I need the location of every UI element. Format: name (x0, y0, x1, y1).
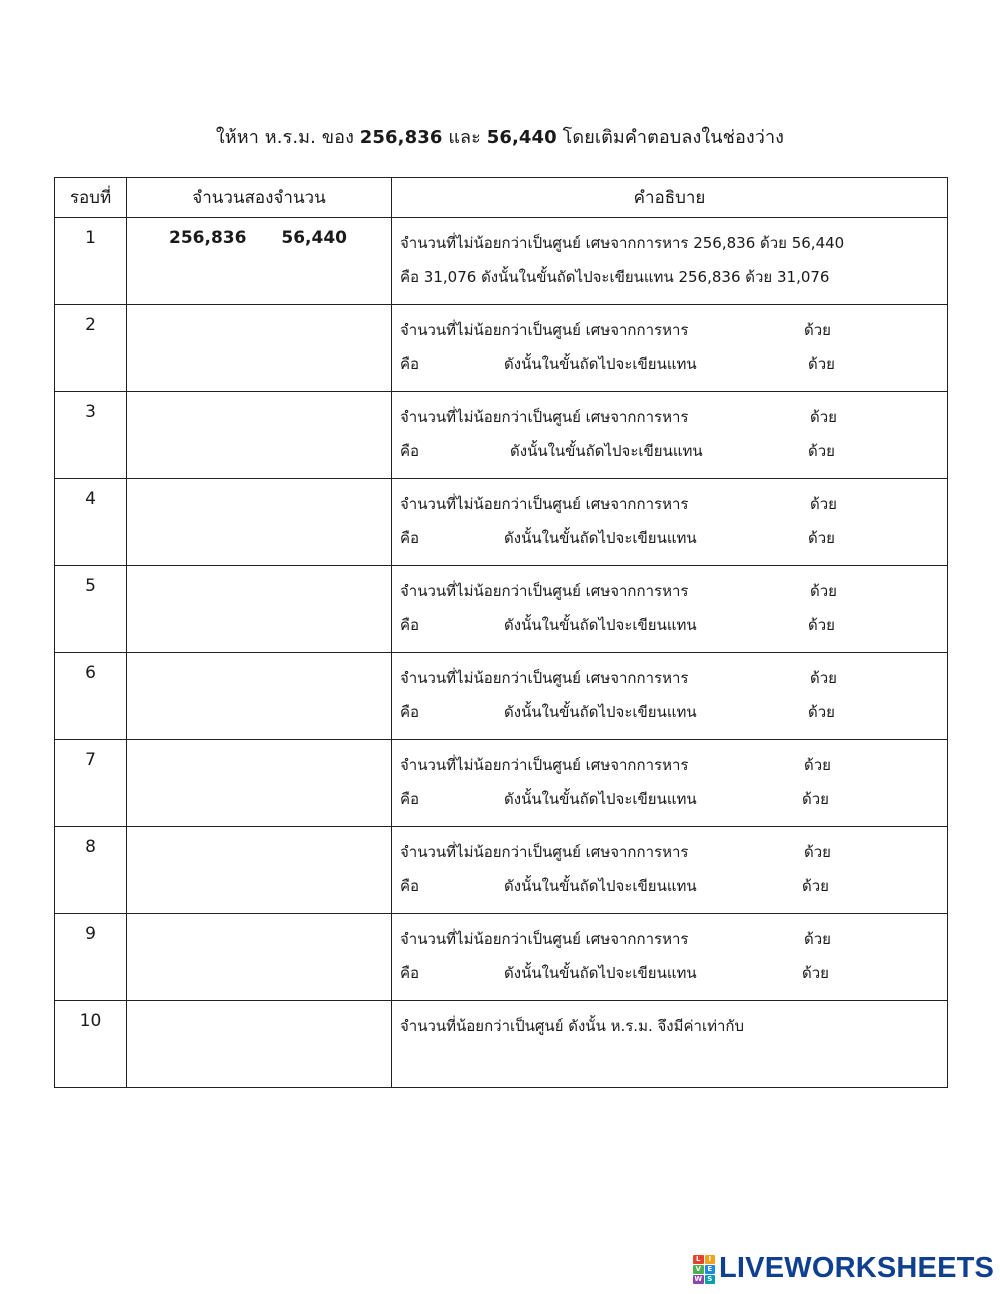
title-number-1: 256,836 (359, 127, 443, 148)
round-number: 8 (85, 837, 96, 857)
is-text: คือ (400, 703, 420, 721)
table-row (55, 305, 948, 392)
number-b: 56,440 (281, 228, 347, 248)
round-number: 4 (85, 489, 96, 509)
title-number-2: 56,440 (486, 127, 557, 148)
is-text: คือ (400, 442, 420, 460)
numbers-cell[interactable] (127, 740, 392, 827)
is-text: คือ (400, 355, 420, 373)
final-gcd-text: จำนวนที่น้อยกว่าเป็นศูนย์ ดังนั้น ห.ร.ม. จึงมีค่าเท่ากับ (400, 1017, 744, 1035)
header-round: รอบที่ (55, 178, 127, 218)
explanation-line-1: จำนวนที่ไม่น้อยกว่าเป็นศูนย์ เศษจากการหาร 256,836 ด้วย 56,440 (400, 234, 845, 252)
by-text: ด้วย (808, 442, 835, 460)
remainder-text: จำนวนที่ไม่น้อยกว่าเป็นศูนย์ เศษจากการหาร (400, 843, 689, 861)
by-text: ด้วย (802, 790, 829, 808)
therefore-text: ดังนั้นในขั้นถัดไปจะเขียนแทน (504, 964, 697, 982)
round-cell (55, 566, 127, 653)
title-prefix: ให้หา ห.ร.ม. ของ (215, 127, 354, 148)
round-cell (55, 740, 127, 827)
by-text: ด้วย (804, 843, 831, 861)
numbers-cell[interactable] (127, 827, 392, 914)
title-and: และ (448, 127, 481, 148)
by-text: ด้วย (804, 321, 831, 339)
therefore-text: ดังนั้นในขั้นถัดไปจะเขียนแทน (504, 703, 697, 721)
round-cell (55, 827, 127, 914)
is-text: คือ (400, 877, 420, 895)
table-row-1 (55, 218, 948, 305)
numbers-cell[interactable] (127, 566, 392, 653)
by-text: ด้วย (810, 495, 837, 513)
by-text: ด้วย (802, 964, 829, 982)
explanation-cell (392, 479, 948, 566)
is-text: คือ (400, 529, 420, 547)
round-number: 1 (85, 228, 96, 248)
explanation-cell (392, 827, 948, 914)
explanation-cell (392, 392, 948, 479)
by-text: ด้วย (802, 877, 829, 895)
therefore-text: ดังนั้นในขั้นถัดไปจะเขียนแทน (504, 529, 697, 547)
round-cell (55, 914, 127, 1001)
by-text: ด้วย (804, 930, 831, 948)
round-cell (55, 479, 127, 566)
by-text: ด้วย (808, 355, 835, 373)
remainder-text: จำนวนที่ไม่น้อยกว่าเป็นศูนย์ เศษจากการหาร (400, 495, 689, 513)
remainder-text: จำนวนที่ไม่น้อยกว่าเป็นศูนย์ เศษจากการหาร (400, 321, 689, 339)
round-number: 5 (85, 576, 96, 596)
by-text: ด้วย (810, 669, 837, 687)
table-header-row (55, 178, 948, 218)
table-row (55, 740, 948, 827)
therefore-text: ดังนั้นในขั้นถัดไปจะเขียนแทน (504, 877, 697, 895)
by-text: ด้วย (810, 408, 837, 426)
header-numbers: จำนวนสองจำนวน (127, 178, 392, 218)
by-text: ด้วย (808, 616, 835, 634)
table-row (55, 914, 948, 1001)
liveworksheets-brand: LIVEWORKSHEETS (719, 1252, 995, 1284)
round-cell (55, 305, 127, 392)
round-number: 3 (85, 402, 96, 422)
table-row-10 (55, 1001, 948, 1088)
round-cell (55, 1001, 127, 1088)
remainder-text: จำนวนที่ไม่น้อยกว่าเป็นศูนย์ เศษจากการหาร (400, 408, 689, 426)
explanation-cell (392, 305, 948, 392)
therefore-text: ดังนั้นในขั้นถัดไปจะเขียนแทน (510, 442, 703, 460)
explanation-cell (392, 1001, 948, 1088)
by-text: ด้วย (808, 529, 835, 547)
explanation-cell (392, 653, 948, 740)
round-cell (55, 653, 127, 740)
title-suffix: โดยเติมคำตอบลงในช่องว่าง (562, 127, 785, 148)
table-row (55, 479, 948, 566)
round-number: 9 (85, 924, 96, 944)
header-explanation: คำอธิบาย (392, 178, 948, 218)
round-number: 10 (79, 1011, 102, 1031)
explanation-cell (392, 740, 948, 827)
liveworksheets-logo (693, 1252, 994, 1285)
numbers-cell[interactable] (127, 392, 392, 479)
worksheet-title (0, 122, 1000, 151)
gcd-table (54, 177, 948, 1088)
therefore-text: ดังนั้นในขั้นถัดไปจะเขียนแทน (504, 616, 697, 634)
round-number: 6 (85, 663, 96, 683)
numbers-cell[interactable] (127, 914, 392, 1001)
explanation-cell (392, 914, 948, 1001)
table-row (55, 827, 948, 914)
is-text: คือ (400, 616, 420, 634)
round-number: 2 (85, 315, 96, 335)
is-text: คือ (400, 964, 420, 982)
round-cell (55, 218, 127, 305)
remainder-text: จำนวนที่ไม่น้อยกว่าเป็นศูนย์ เศษจากการหาร (400, 669, 689, 687)
is-text: คือ (400, 790, 420, 808)
numbers-cell[interactable] (127, 653, 392, 740)
therefore-text: ดังนั้นในขั้นถัดไปจะเขียนแทน (504, 790, 697, 808)
numbers-cell[interactable] (127, 1001, 392, 1088)
explanation-cell (392, 218, 948, 305)
liveworksheets-logo-icon: L I V E W S (693, 1255, 715, 1283)
therefore-text: ดังนั้นในขั้นถัดไปจะเขียนแทน (504, 355, 697, 373)
remainder-text: จำนวนที่ไม่น้อยกว่าเป็นศูนย์ เศษจากการหาร (400, 756, 689, 774)
table-row (55, 566, 948, 653)
explanation-line-2: คือ 31,076 ดังนั้นในขั้นถัดไปจะเขียนแทน 256,836 ด้วย 31,076 (400, 268, 830, 286)
numbers-cell (127, 218, 392, 305)
by-text: ด้วย (808, 703, 835, 721)
remainder-text: จำนวนที่ไม่น้อยกว่าเป็นศูนย์ เศษจากการหาร (400, 930, 689, 948)
by-text: ด้วย (810, 582, 837, 600)
by-text: ด้วย (804, 756, 831, 774)
round-cell (55, 392, 127, 479)
numbers-cell[interactable] (127, 305, 392, 392)
remainder-text: จำนวนที่ไม่น้อยกว่าเป็นศูนย์ เศษจากการหาร (400, 582, 689, 600)
numbers-cell[interactable] (127, 479, 392, 566)
round-number: 7 (85, 750, 96, 770)
number-a: 256,836 (169, 228, 247, 248)
table-row (55, 653, 948, 740)
explanation-cell (392, 566, 948, 653)
table-row (55, 392, 948, 479)
